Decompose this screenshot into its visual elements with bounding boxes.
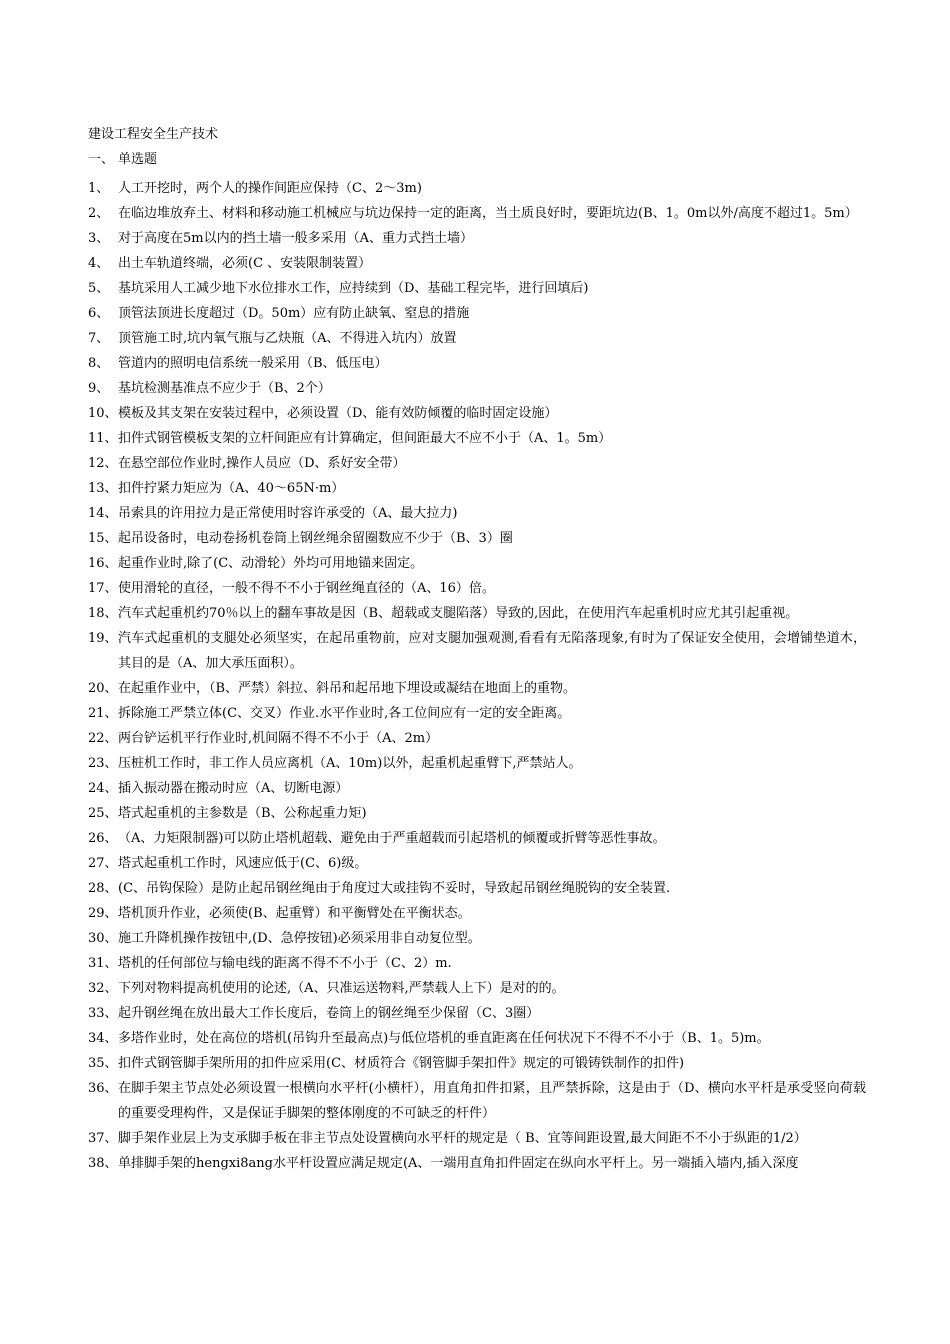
item-text: 起升钢丝绳在放出最大工作长度后，卷筒上的钢丝绳至少保留（C、3圈） (118, 1006, 540, 1021)
list-item (88, 476, 866, 501)
item-text: 基坑检测基准点不应少于（B、2个） (118, 381, 331, 396)
list-item (88, 426, 866, 451)
item-number: 37、 (88, 1131, 118, 1146)
item-number: 25、 (88, 806, 118, 821)
item-number: 33、 (88, 1006, 118, 1021)
list-item (88, 1076, 866, 1126)
item-number: 35、 (88, 1056, 118, 1071)
item-text: 拆除施工严禁立体(C、交叉）作业.水平作业时,各工位间应有一定的安全距离。 (118, 706, 571, 721)
item-number: 29、 (88, 906, 118, 921)
item-number: 7、 (88, 331, 110, 346)
item-number: 11、 (88, 431, 118, 446)
item-text: 吊索具的许用拉力是正常使用时容许承受的（A、最大拉力) (118, 506, 458, 521)
list-item (88, 1151, 866, 1176)
item-text: 单排脚手架的hengxi8ang水平杆设置应满足规定(A、一端用直角扣件固定在纵向水平杆上。另一端插入墙内,插入深度 (118, 1156, 799, 1171)
item-text: 脚手架作业层上为支承脚手板在非主节点处设置横向水平杆的规定是（ B、宜等间距设置,最大间距不不小于纵距的1/2） (118, 1131, 807, 1146)
section-number: 一、 (88, 152, 115, 167)
list-item (88, 951, 866, 976)
item-number: 12、 (88, 456, 118, 471)
item-number: 10、 (88, 406, 118, 421)
item-number: 27、 (88, 856, 118, 871)
item-number: 8、 (88, 356, 110, 371)
item-text: （A、力矩限制器)可以防止塔机超载、避免由于严重超载而引起塔机的倾覆或折臂等恶性事故。 (118, 831, 666, 846)
list-item (88, 976, 866, 1001)
item-text: 在脚手架主节点处必须设置一根横向水平杆(小横杆），用直角扣件扣紧，且严禁拆除，这是由于（D、横向水平杆是承受竖向荷载的重要受理构件，又是保证手脚架的整体刚度的不可缺乏的杆件） (118, 1081, 866, 1121)
item-number: 30、 (88, 931, 118, 946)
list-item (88, 226, 866, 251)
list-item (88, 251, 866, 276)
item-number: 26、 (88, 831, 118, 846)
list-item (88, 826, 866, 851)
list-item (88, 176, 866, 201)
item-number: 15、 (88, 531, 118, 546)
item-number: 19、 (88, 631, 118, 646)
item-number: 21、 (88, 706, 118, 721)
list-item (88, 326, 866, 351)
item-text: 两台铲运机平行作业时,机间隔不得不不小于（A、2m） (118, 731, 439, 746)
item-text: 塔机的任何部位与输电线的距离不得不不小于（C、2）m. (118, 956, 452, 971)
list-item (88, 376, 866, 401)
item-number: 4、 (88, 256, 110, 271)
item-text: 扣件式钢管模板支架的立杆间距应有计算确定，但间距最大不应不小于（A、1。5m） (118, 431, 612, 446)
list-item (88, 676, 866, 701)
item-text: 扣件拧紧力矩应为（A、40～65N·m） (118, 481, 345, 496)
item-text: 汽车式起重机的支腿处必须坚实，在起吊重物前，应对支腿加强观测,看看有无陷落现象,有时为了保证安全使用，会增铺垫道木，其目的是（A、加大承压面积）。 (118, 631, 866, 671)
item-text: (C、吊钩保险）是防止起吊钢丝绳由于角度过大或挂钩不妥时，导致起吊钢丝绳脱钩的安全装置. (118, 881, 671, 896)
list-item (88, 801, 866, 826)
list-item (88, 876, 866, 901)
list-item (88, 776, 866, 801)
list-item (88, 926, 866, 951)
item-text: 扣件式钢管脚手架所用的扣件应采用(C、材质符合《钢管脚手架扣件》规定的可锻铸铁制作的扣件) (118, 1056, 685, 1071)
item-number: 6、 (88, 306, 110, 321)
list-item (88, 601, 866, 626)
item-number: 20、 (88, 681, 118, 696)
item-text: 基坑采用人工减少地下水位排水工作，应持续到（D、基础工程完毕，进行回填后) (118, 281, 589, 296)
item-number: 31、 (88, 956, 118, 971)
item-number: 23、 (88, 756, 118, 771)
list-item (88, 526, 866, 551)
item-text: 塔式起重机工作时，风速应低于(C、6)级。 (118, 856, 368, 871)
item-number: 34、 (88, 1031, 118, 1046)
list-item (88, 726, 866, 751)
list-item (88, 1051, 866, 1076)
section-label: 单选题 (118, 152, 158, 167)
list-item (88, 1001, 866, 1026)
item-number: 17、 (88, 581, 118, 596)
item-text: 模板及其支架在安装过程中，必须设置（D、能有效防倾覆的临时固定设施） (118, 406, 558, 421)
item-text: 人工开挖时，两个人的操作间距应保持（C、2～3m) (118, 181, 422, 196)
item-text: 出土车轨道终端，必须(C 、安装限制装置） (118, 256, 372, 271)
item-number: 13、 (88, 481, 118, 496)
item-text: 汽车式起重机约70％以上的翻车事故是因（B、超载或支腿陷落）导致的,因此，在使用汽车起重机时应尤其引起重视。 (118, 606, 799, 621)
item-text: 插入振动器在搬动时应（A、切断电源） (118, 781, 349, 796)
item-number: 14、 (88, 506, 118, 521)
item-number: 2、 (88, 206, 110, 221)
list-item (88, 401, 866, 426)
item-text: 起吊设备时，电动卷扬机卷筒上钢丝绳余留圈数应不少于（B、3）圈 (118, 531, 513, 546)
list-item (88, 451, 866, 476)
list-item (88, 301, 866, 326)
item-number: 9、 (88, 381, 110, 396)
item-text: 顶管法顶进长度超过（D。50m）应有防止缺氧、窒息的措施 (118, 306, 470, 321)
list-item (88, 701, 866, 726)
document-title: 建设工程安全生产技术 (88, 127, 219, 142)
section-heading (88, 151, 866, 169)
item-number: 36、 (88, 1081, 118, 1096)
item-number: 3、 (88, 231, 110, 246)
item-text: 压桩机工作时，非工作人员应离机（A、10m)以外，起重机起重臂下,严禁站人。 (118, 756, 582, 771)
item-number: 38、 (88, 1156, 118, 1171)
item-text: 塔机顶升作业，必须使(B、起重臂）和平衡臂处在平衡状态。 (118, 906, 471, 921)
question-list (88, 176, 866, 1176)
item-text: 在临边堆放弃土、材料和移动施工机械应与坑边保持一定的距离，当土质良好时，要距坑边(B、1。0m以外/高度不超过1。5m） (118, 206, 858, 221)
document-page (88, 126, 866, 1176)
item-text: 在起重作业中，（B、严禁）斜拉、斜吊和起吊地下埋设或凝结在地面上的重物。 (118, 681, 577, 696)
item-number: 16、 (88, 556, 118, 571)
list-item (88, 276, 866, 301)
item-number: 22、 (88, 731, 118, 746)
item-text: 下列对物料提高机使用的论述,（A、只准运送物料,严禁载人上下）是对的的。 (118, 981, 565, 996)
list-item (88, 576, 866, 601)
item-number: 5、 (88, 281, 110, 296)
item-text: 顶管施工时,坑内氧气瓶与乙炔瓶（A、不得进入坑内）放置 (118, 331, 457, 346)
item-text: 对于高度在5m以内的挡土墙一般多采用（A、重力式挡土墙） (118, 231, 473, 246)
list-item (88, 1026, 866, 1051)
list-item (88, 626, 866, 676)
item-text: 起重作业时,除了(C、动滑轮）外均可用地锚来固定。 (118, 556, 424, 571)
list-item (88, 851, 866, 876)
list-item (88, 751, 866, 776)
item-text: 施工升降机操作按钮中,(D、急停按钮)必须采用非自动复位型。 (118, 931, 481, 946)
item-text: 塔式起重机的主参数是（B、公称起重力矩) (118, 806, 367, 821)
list-item (88, 501, 866, 526)
list-item (88, 901, 866, 926)
list-item (88, 201, 866, 226)
item-number: 1、 (88, 181, 110, 196)
item-text: 管道内的照明电信系统一般采用（B、低压电） (118, 356, 388, 371)
item-text: 在悬空部位作业时,操作人员应（D、系好安全带） (118, 456, 406, 471)
list-item (88, 1126, 866, 1151)
item-text: 多塔作业时，处在高位的塔机(吊钩升至最高点)与低位塔机的垂直距离在任何状况下不得不不小于（B、1。5)m。 (118, 1031, 770, 1046)
item-text: 使用滑轮的直径，一般不得不不小于钢丝绳直径的（A、16）倍。 (118, 581, 495, 596)
item-number: 28、 (88, 881, 118, 896)
list-item (88, 351, 866, 376)
item-number: 32、 (88, 981, 118, 996)
item-number: 24、 (88, 781, 118, 796)
item-number: 18、 (88, 606, 118, 621)
list-item (88, 551, 866, 576)
